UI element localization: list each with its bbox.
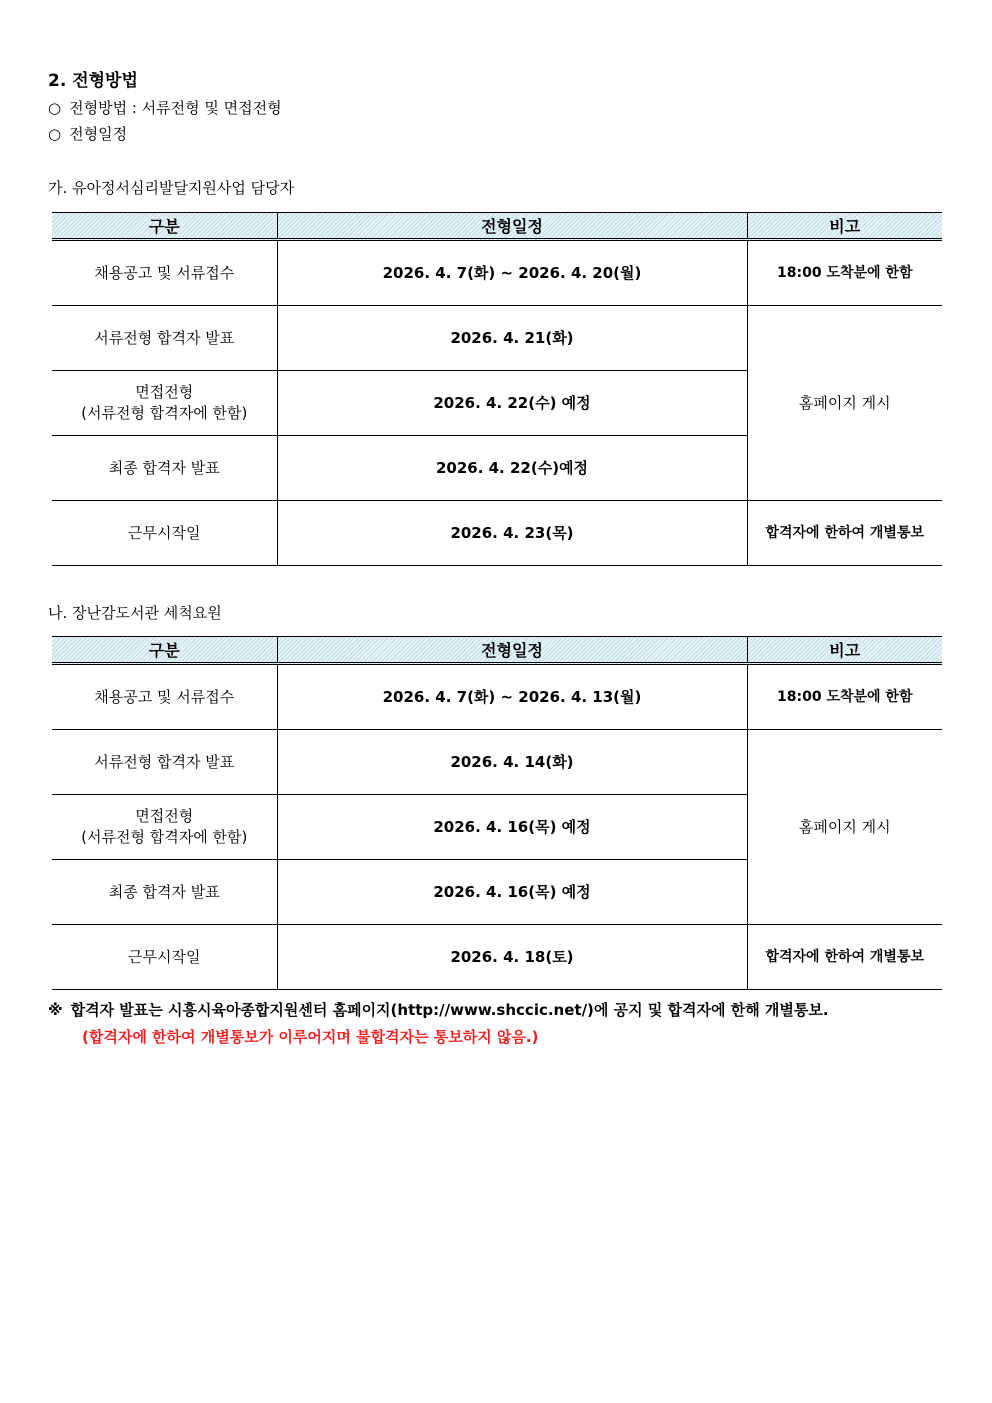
merged-note: 홈페이지 게시: [747, 306, 942, 501]
row-label: 채용공고 및 서류접수: [52, 240, 277, 306]
row-label: [52, 795, 277, 860]
footnote-red-notice: (합격자에 한하여 개별통보가 이루어지며 불합격자는 통보하지 않음.): [82, 1028, 539, 1046]
circle-bullet-icon: ○: [48, 99, 62, 117]
table1-title: 가. 유아정서심리발달지원사업 담당자: [48, 179, 295, 197]
header-note: 비고: [747, 213, 942, 240]
row-note: 합격자에 한하여 개별통보: [747, 925, 942, 990]
row-date: 2026. 4. 21(화): [277, 306, 747, 371]
table-row: [52, 925, 942, 990]
footnote: [48, 999, 829, 1020]
row-label: 최종 합격자 발표: [52, 860, 277, 925]
row-label: 근무시작일: [52, 501, 277, 566]
table-header-row: [52, 213, 942, 240]
row-date: 2026. 4. 23(목): [277, 501, 747, 566]
table2-title: 나. 장난감도서관 세척요원: [48, 604, 222, 622]
circle-bullet-icon: ○: [48, 125, 62, 143]
row-label: 서류전형 합격자 발표: [52, 730, 277, 795]
schedule-table-1: [52, 212, 942, 566]
row-note: 18:00 도착분에 한함: [747, 240, 942, 306]
header-category: 구분: [52, 637, 277, 664]
row-note: 합격자에 한하여 개별통보: [747, 501, 942, 566]
row-label: [52, 371, 277, 436]
bullet-schedule: [48, 123, 127, 144]
row-label-line1: 면접전형: [135, 383, 194, 401]
header-schedule: 전형일정: [277, 213, 747, 240]
header-note: 비고: [747, 637, 942, 664]
row-note: 18:00 도착분에 한함: [747, 664, 942, 730]
table-row: [52, 730, 942, 795]
footnote-text: 합격자 발표는 시흥시육아종합지원센터 홈페이지(http://www.shccic.net/)에 공지 및 합격자에 한해 개별통보.: [70, 1001, 829, 1019]
row-date: 2026. 4. 16(목) 예정: [277, 795, 747, 860]
merged-note: 홈페이지 게시: [747, 730, 942, 925]
table-row: [52, 664, 942, 730]
row-date: 2026. 4. 18(토): [277, 925, 747, 990]
row-date: 2026. 4. 22(수) 예정: [277, 371, 747, 436]
bullet-method-text: 전형방법 : 서류전형 및 면접전형: [69, 99, 282, 117]
row-date: 2026. 4. 14(화): [277, 730, 747, 795]
row-label: 채용공고 및 서류접수: [52, 664, 277, 730]
row-date: 2026. 4. 22(수)예정: [277, 436, 747, 501]
row-date: 2026. 4. 16(목) 예정: [277, 860, 747, 925]
bullet-schedule-text: 전형일정: [69, 125, 128, 143]
row-label: 최종 합격자 발표: [52, 436, 277, 501]
row-label-line2: (서류전형 합격자에 한함): [81, 404, 248, 422]
row-label: 근무시작일: [52, 925, 277, 990]
reference-mark-icon: ※: [48, 1001, 63, 1019]
table-header-row: [52, 637, 942, 664]
header-schedule: 전형일정: [277, 637, 747, 664]
row-label-line1: 면접전형: [135, 807, 194, 825]
row-date: 2026. 4. 7(화) ~ 2026. 4. 20(월): [277, 240, 747, 306]
table-row: [52, 306, 942, 371]
header-category: 구분: [52, 213, 277, 240]
table-row: [52, 501, 942, 566]
bullet-method: [48, 97, 282, 118]
section-heading: 2. 전형방법: [48, 71, 138, 91]
row-label-line2: (서류전형 합격자에 한함): [81, 828, 248, 846]
row-label: 서류전형 합격자 발표: [52, 306, 277, 371]
table-row: [52, 240, 942, 306]
schedule-table-2: [52, 636, 942, 990]
row-date: 2026. 4. 7(화) ~ 2026. 4. 13(월): [277, 664, 747, 730]
